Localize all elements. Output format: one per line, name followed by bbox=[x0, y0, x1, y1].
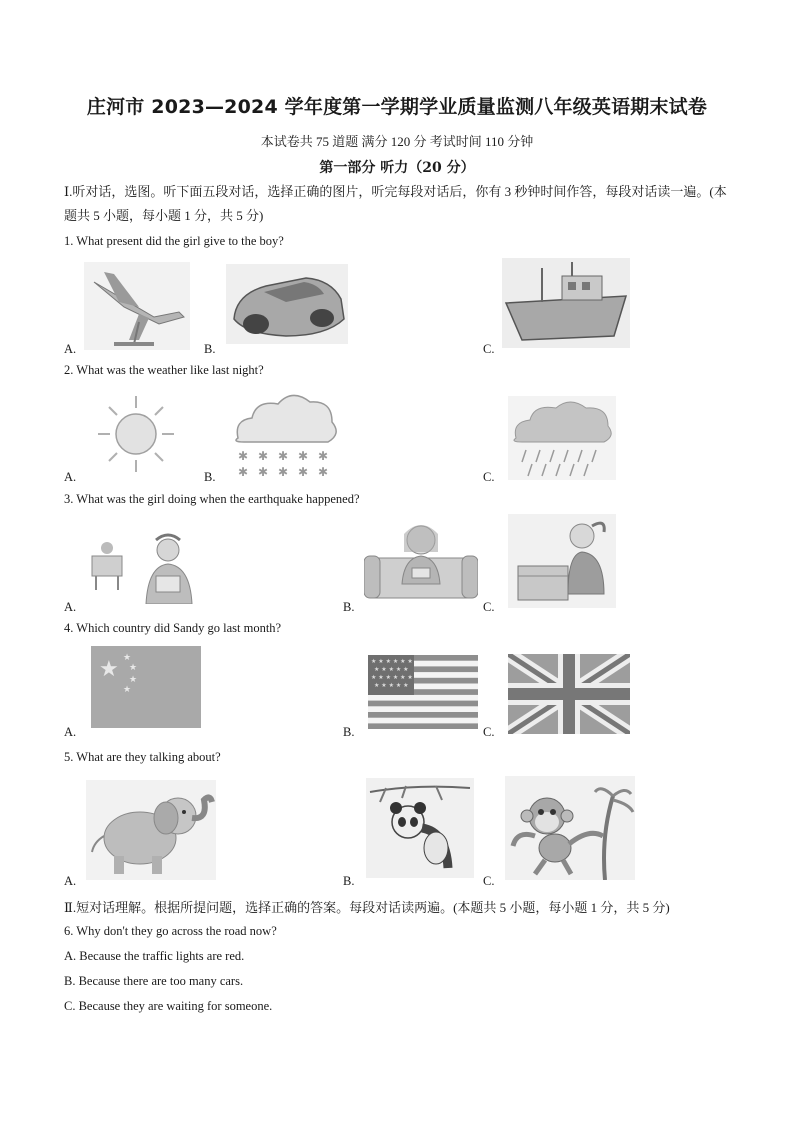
q1-option-c[interactable]: C. bbox=[483, 342, 495, 356]
girl-reading-picture bbox=[86, 530, 206, 604]
svg-text:✱: ✱ bbox=[278, 449, 289, 463]
q2-option-b[interactable]: B. bbox=[204, 470, 216, 484]
q5-option-c[interactable]: C. bbox=[483, 874, 495, 888]
q4-option-a[interactable]: A. bbox=[64, 725, 77, 739]
elephant-picture bbox=[86, 780, 216, 880]
exam-subtitle: 本试卷共 75 道题 满分 120 分 考试时间 110 分钟 bbox=[260, 134, 534, 149]
section2-instructions: Ⅱ.短对话理解。根据所提问题，选择正确的答案。每段对话读两遍。(本题共 5 小题，每小题 1 分，共 5 分) bbox=[64, 900, 670, 915]
svg-text:✱: ✱ bbox=[238, 465, 249, 479]
svg-text:✱: ✱ bbox=[298, 465, 309, 479]
girl-on-sofa-picture bbox=[364, 518, 478, 606]
part-title: 第一部分 听力（20 分） bbox=[319, 160, 475, 176]
snow-cloud-picture bbox=[228, 388, 342, 480]
svg-text:★ ★ ★ ★ ★: ★ ★ ★ ★ ★ bbox=[374, 682, 409, 689]
girl-with-box-picture bbox=[508, 514, 616, 608]
q3-option-a[interactable]: A. bbox=[64, 600, 77, 614]
svg-text:★ ★ ★ ★ ★: ★ ★ ★ ★ ★ bbox=[374, 666, 409, 673]
usa-flag-picture bbox=[368, 655, 478, 729]
q1-option-b[interactable]: B. bbox=[204, 342, 216, 356]
question-4: 4. Which country did Sandy go last month? bbox=[64, 621, 282, 635]
svg-text:★: ★ bbox=[123, 685, 132, 695]
question-6: 6. Why don't they go across the road now? bbox=[64, 924, 277, 938]
boat-picture bbox=[502, 258, 630, 348]
q5-option-b[interactable]: B. bbox=[343, 874, 355, 888]
q3-option-b[interactable]: B. bbox=[343, 600, 355, 614]
q4-option-c[interactable]: C. bbox=[483, 725, 495, 739]
q2-option-c[interactable]: C. bbox=[483, 470, 495, 484]
q2-option-a[interactable]: A. bbox=[64, 470, 77, 484]
svg-text:✱: ✱ bbox=[298, 449, 309, 463]
question-5: 5. What are they talking about? bbox=[64, 750, 221, 764]
question-1: 1. What present did the girl give to the boy? bbox=[64, 234, 284, 248]
q6-choice-b[interactable]: B. Because there are too many cars. bbox=[64, 974, 244, 988]
svg-text:✱: ✱ bbox=[258, 449, 269, 463]
section1-instructions: Ⅰ.听对话，选图。听下面五段对话，选择正确的图片，听完每段对话后，你有 3 秒钟时间作答，每段对话读一遍。(本题共 5 小题，每小题 1 分，共 5 分) bbox=[64, 184, 727, 223]
monkey-picture bbox=[505, 776, 635, 880]
uk-flag-picture bbox=[508, 654, 630, 734]
svg-text:✱: ✱ bbox=[318, 465, 329, 479]
svg-text:★: ★ bbox=[129, 663, 138, 673]
sports-car-picture bbox=[226, 264, 348, 344]
svg-text:✱: ✱ bbox=[278, 465, 289, 479]
svg-text:✱: ✱ bbox=[238, 449, 249, 463]
question-3: 3. What was the girl doing when the earthquake happened? bbox=[64, 492, 360, 506]
china-flag-picture bbox=[91, 646, 201, 728]
svg-text:★ ★ ★ ★ ★ ★: ★ ★ ★ ★ ★ ★ bbox=[371, 674, 413, 681]
svg-text:★: ★ bbox=[99, 657, 119, 682]
svg-text:★: ★ bbox=[123, 653, 132, 663]
svg-text:★ ★ ★ ★ ★ ★: ★ ★ ★ ★ ★ ★ bbox=[371, 658, 413, 665]
svg-text:★: ★ bbox=[129, 675, 138, 685]
panda-picture bbox=[366, 778, 474, 878]
q6-choice-a[interactable]: A. Because the traffic lights are red. bbox=[64, 949, 245, 963]
q3-option-c[interactable]: C. bbox=[483, 600, 495, 614]
airplane-model-picture bbox=[84, 262, 190, 350]
q5-option-a[interactable]: A. bbox=[64, 874, 77, 888]
rain-cloud-picture bbox=[508, 396, 616, 480]
question-2: 2. What was the weather like last night? bbox=[64, 363, 264, 377]
q4-option-b[interactable]: B. bbox=[343, 725, 355, 739]
q1-option-a[interactable]: A. bbox=[64, 342, 77, 356]
q6-choice-c[interactable]: C. Because they are waiting for someone. bbox=[64, 999, 273, 1013]
svg-text:✱: ✱ bbox=[318, 449, 329, 463]
svg-text:✱: ✱ bbox=[258, 465, 269, 479]
sun-picture bbox=[88, 392, 184, 476]
exam-title: 庄河市 2023—2024 学年度第一学期学业质量监测八年级英语期末试卷 bbox=[86, 96, 708, 118]
